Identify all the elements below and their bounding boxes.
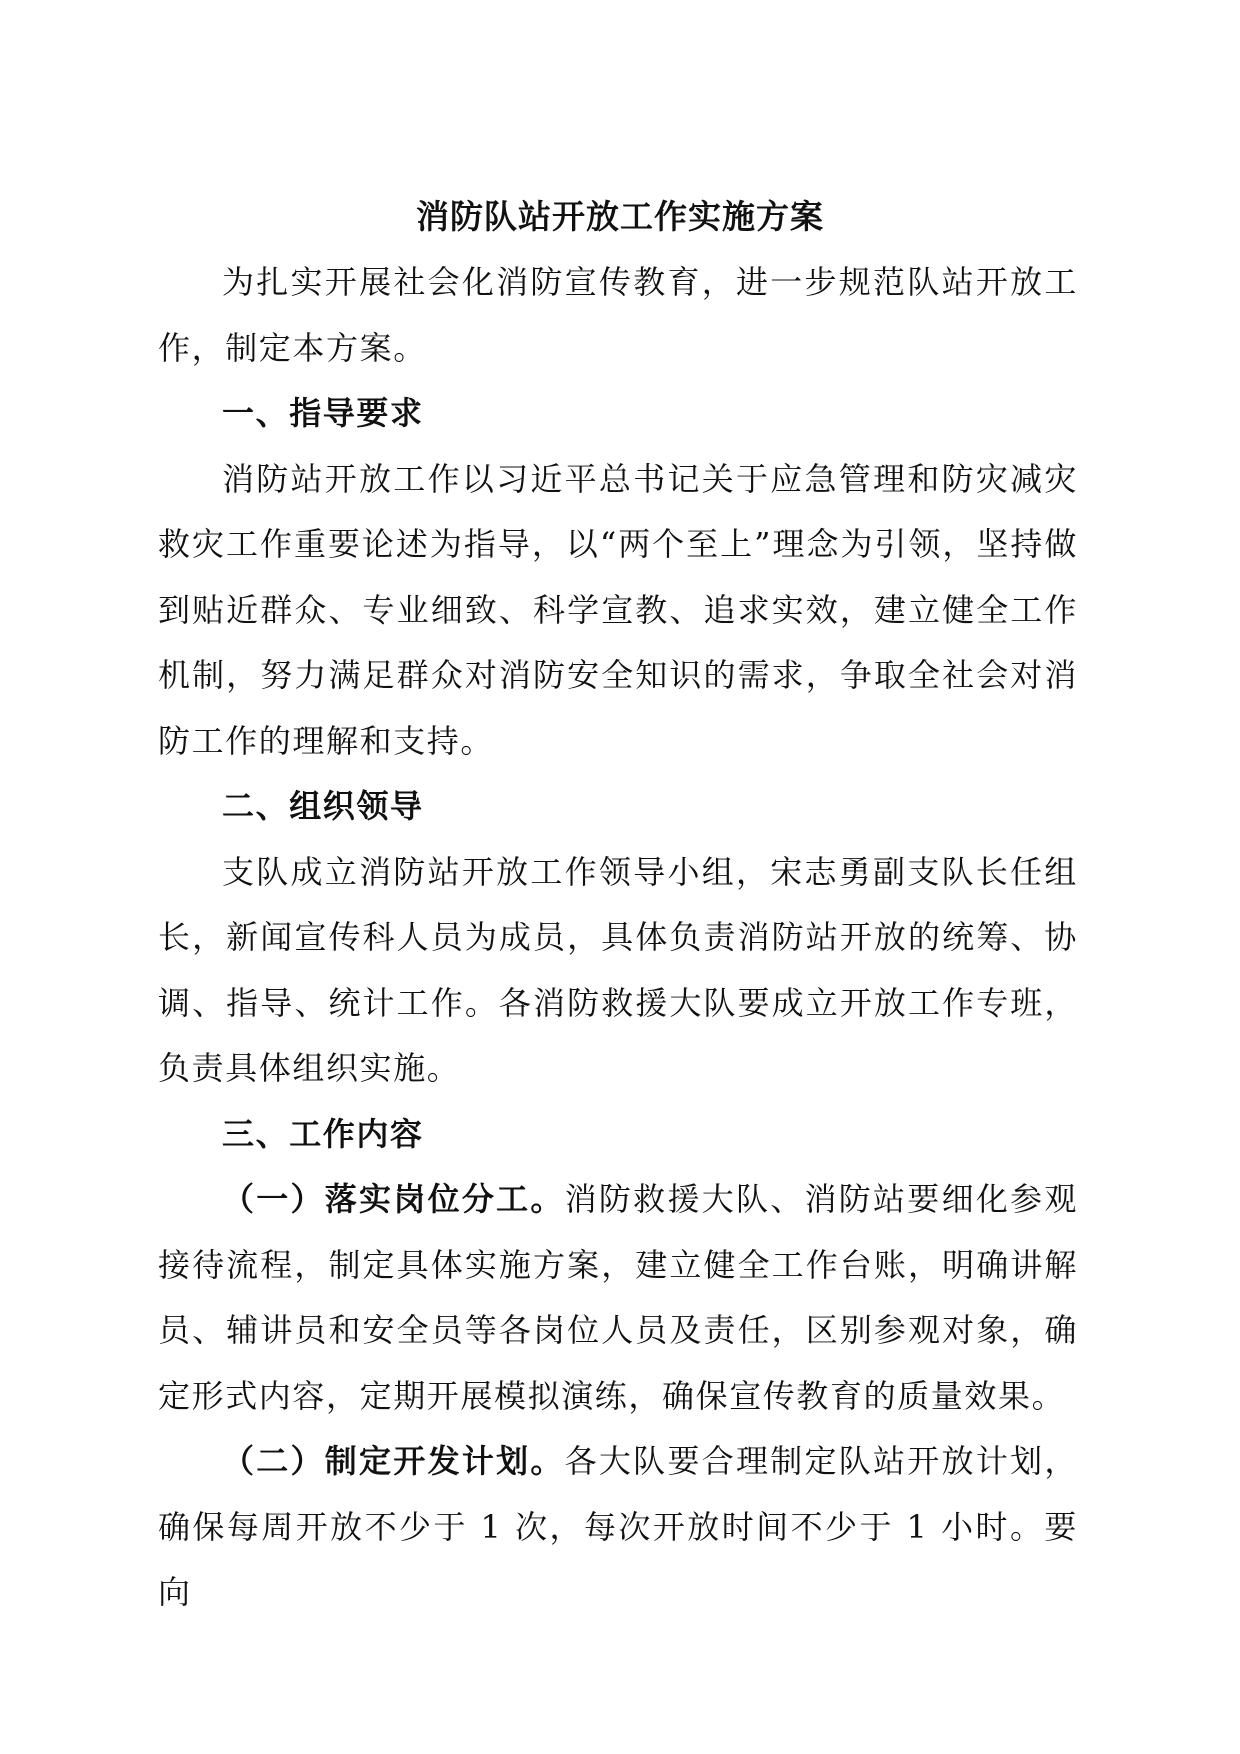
- section-heading-leadership: 二、组织领导: [222, 787, 424, 825]
- content-item-1-text: 消防救援大队、消防站要细化参观接待流程，制定具体实施方案，建立健全工作台账，明确讲解员、辅讲员和安全员等各岗位人员及责任，区别参观对象，确定形式内容，定期开展模拟演练，确保宣传教育的质量效果。: [158, 1180, 1078, 1415]
- content-item-2-label: （二）制定开发计划。: [222, 1442, 565, 1480]
- section-heading-guidance: 一、指导要求: [222, 394, 424, 432]
- content-item-2: [158, 1429, 1078, 1626]
- content-item-1-label: （一）落实岗位分工。: [222, 1180, 565, 1218]
- section-body-leadership: 支队成立消防站开放工作领导小组，宋志勇副支队长任组长，新闻宣传科人员为成员，具体负责消防站开放的统筹、协调、指导、统计工作。各消防救援大队要成立开放工作专班，负责具体组织实施。: [158, 852, 1078, 1087]
- content-item-2-text: 各大队要合理制定队站开放计划，确保每周开放不少于 1 次，每次开放时间不少于 1 小时。要向: [158, 1442, 1078, 1611]
- document-title: 消防队站开放工作实施方案: [416, 197, 824, 236]
- document-body: [158, 250, 1078, 1626]
- content-item-1: [158, 1167, 1078, 1429]
- intro-paragraph: 为扎实开展社会化消防宣传教育，进一步规范队站开放工作，制定本方案。: [158, 263, 1078, 367]
- section-heading-content: 三、工作内容: [222, 1114, 424, 1153]
- section-body-guidance: 消防站开放工作以习近平总书记关于应急管理和防灾减灾救灾工作重要论述为指导，以“两个至上”理念为引领，坚持做到贴近群众、专业细致、科学宣教、追求实效，建立健全工作机制，努力满足群众对消防安全知识的需求，争取全社会对消防工作的理解和支持。: [158, 459, 1078, 760]
